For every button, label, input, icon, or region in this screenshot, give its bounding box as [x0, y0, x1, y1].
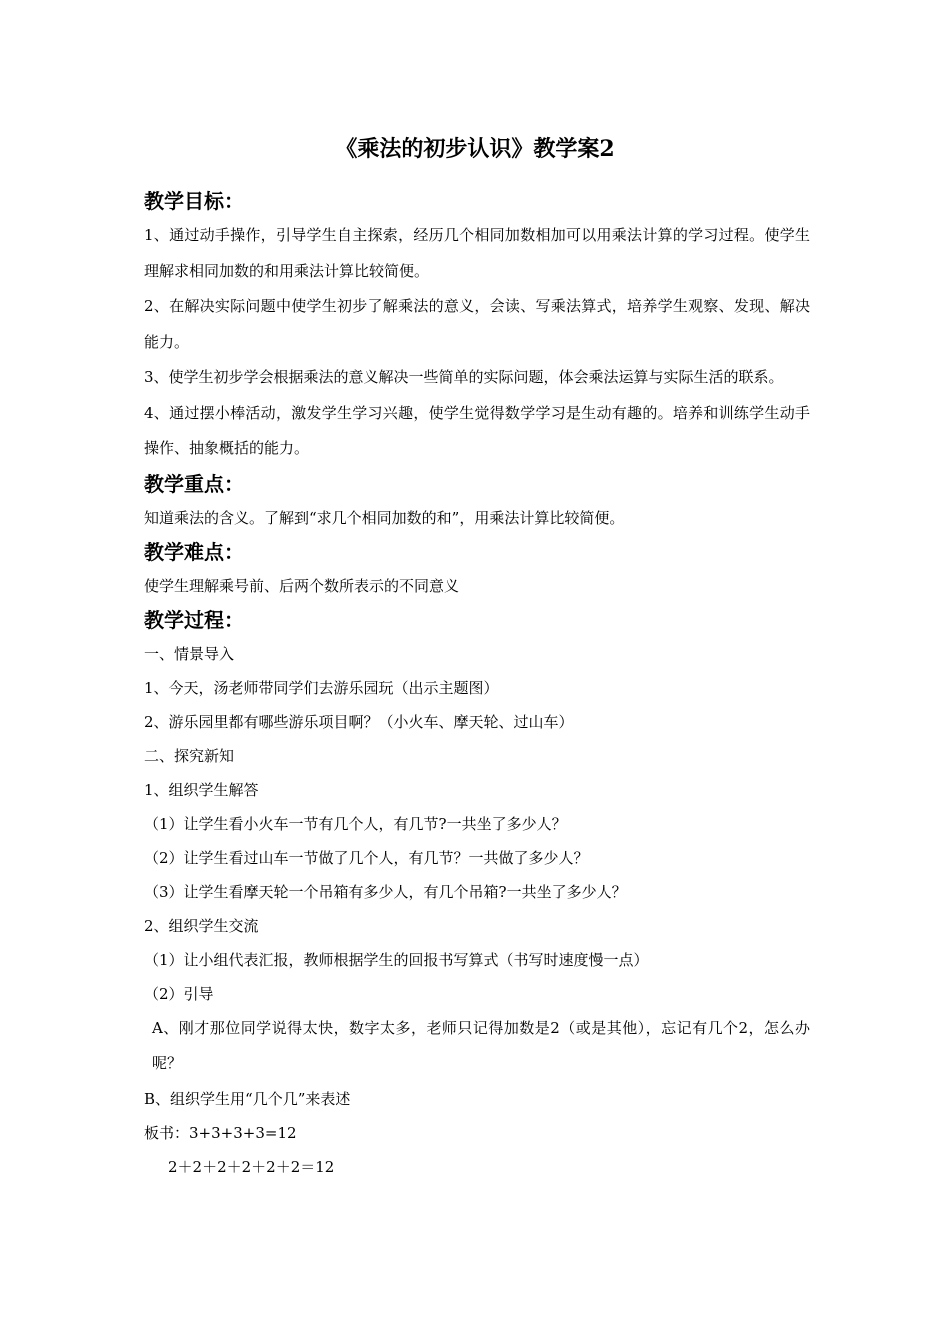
process-line: B、组织学生用“几个几”来表述	[144, 1089, 351, 1108]
difficulties-text: 使学生理解乘号前、后两个数所表示的不同意义	[144, 576, 460, 595]
document-body	[144, 184, 810, 1184]
process-line: （1）让学生看小火车一节有几个人，有几节?一共坐了多少人？	[144, 814, 567, 833]
process-heading: 教学过程：	[144, 607, 244, 632]
process-line: 一、情景导入	[144, 644, 235, 663]
document-title: 《乘法的初步认识》教学案2	[335, 136, 615, 162]
key-points-heading: 教学重点：	[144, 471, 244, 496]
process-line: 2、游乐园里都有哪些游乐项目啊？（小火车、摩天轮、过山车）	[144, 712, 574, 731]
goals-heading: 教学目标：	[144, 189, 244, 213]
process-line: 板书：3+3+3+3=12	[144, 1123, 297, 1142]
process-line: 2、组织学生交流	[144, 916, 259, 935]
process-line: 1、今天，汤老师带同学们去游乐园玩（出示主题图）	[144, 678, 499, 697]
difficulties-heading: 教学难点：	[144, 539, 244, 564]
process-line: （2）让学生看过山车一节做了几个人，有几节？一共做了多少人？	[144, 848, 589, 867]
goal-item-2: 2、在解决实际问题中使学生初步了解乘法的意义，会读、写乘法算式，培养学生观察、发现、解决能力。	[144, 297, 810, 351]
process-line: （3）让学生看摩天轮一个吊箱有多少人，有几个吊箱?一共坐了多少人？	[144, 882, 627, 901]
key-points-text: 知道乘法的含义。了解到“求几个相同加数的和”，用乘法计算比较简便。	[144, 508, 625, 527]
process-line: 1、组织学生解答	[144, 780, 259, 799]
goal-item-1: 1、通过动手操作，引导学生自主探索，经历几个相同加数相加可以用乘法计算的学习过程。使学生理解求相同加数的和用乘法计算比较简便。	[144, 226, 810, 280]
goal-item-3: 3、使学生初步学会根据乘法的意义解决一些简单的实际问题，体会乘法运算与实际生活的联系。	[144, 368, 784, 386]
process-line: （1）让小组代表汇报，教师根据学生的回报书写算式（书写时速度慢一点）	[144, 950, 649, 969]
formula-line: 2＋2＋2＋2＋2＋2＝12	[168, 1157, 335, 1176]
process-line: 二、探究新知	[144, 746, 235, 765]
goal-item-4: 4、通过摆小棒活动，激发学生学习兴趣，使学生觉得数学学习是生动有趣的。培养和训练学生动手操作、抽象概括的能力。	[144, 403, 810, 457]
process-line: （2）引导	[144, 984, 214, 1003]
process-paragraph-a: A、刚才那位同学说得太快，数字太多，老师只记得加数是2（或是其他），忘记有几个2，怎么办呢？	[152, 1018, 810, 1072]
